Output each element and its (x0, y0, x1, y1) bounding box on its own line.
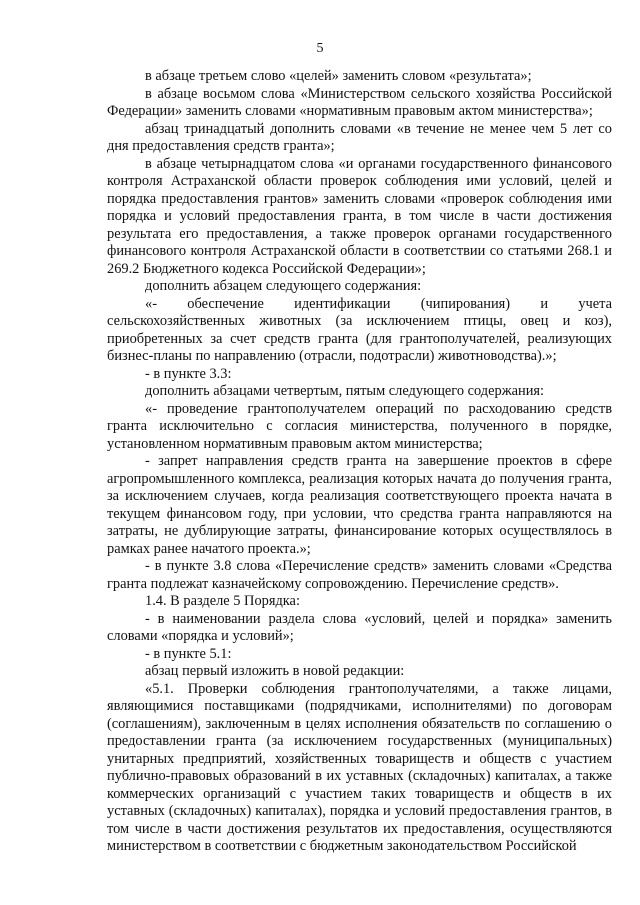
paragraph: «- проведение грантополучателем операций по расходованию средств гранта исключительно с согласия министерства, полученного в порядке, установленном нормативным правовым актом министерства; (107, 400, 612, 452)
paragraph: дополнить абзацами четвертым, пятым следующего содержания: (145, 383, 545, 399)
paragraph: - в наименовании раздела слова «условий, целей и порядка» заменить словами «порядка и условий»; (107, 610, 612, 644)
paragraph: 1.4. В разделе 5 Порядка: (145, 593, 300, 609)
paragraph: абзац первый изложить в новой редакции: (145, 663, 405, 679)
paragraph: «5.1. Проверки соблюдения грантополучателями, а также лицами, являющимися поставщиками (подрядчиками, исполнителями) по договорам (соглашениям), заключенным в целях исполнения обязательств по соглашению о предоставлении гранта (за исключением государственных (муниципальных) унитарных предприятий, хозяйственных товариществ и обществ с участием публично-правовых образований в их уставных (складочных) капиталах, а также коммерческих организаций с участием таких товариществ и обществ в их уставных (складочных) капиталах), порядка и условий предоставления грантов, в том числе в части достижения результатов их предоставления, осуществляются министерством в соответствии с бюджетным законодательством Российской (107, 680, 612, 854)
document-body (107, 68, 612, 856)
paragraph: - в пункте 5.1: (145, 645, 232, 662)
paragraph: дополнить абзацем следующего содержания: (145, 278, 422, 294)
paragraph: в абзаце восьмом слова «Министерством сельского хозяйства Российской Федерации» заменить словами «нормативным правовым актом министерства»; (107, 85, 612, 119)
paragraph: в абзаце четырнадцатом слова «и органами государственного финансового контроля Астраханской области проверок соблюдения ими условий, целей и порядка предоставления грантов» заменить словами «проверок соблюдения ими порядка и условий предоставления гранта, в том числе в части достижения результата его предоставления, а также проверок органами государственного финансового контроля Астраханской области в соответствии со статьями 268.1 и 269.2 Бюджетного кодекса Российской Федерации»; (107, 155, 612, 277)
paragraph: в абзаце третьем слово «целей» заменить словом «результата»; (145, 68, 532, 84)
paragraph: - в пункте 3.3: (145, 365, 232, 382)
page-number: 5 (316, 41, 324, 56)
paragraph: абзац тринадцатый дополнить словами «в течение не менее чем 5 лет со дня предоставления средств гранта»; (107, 120, 612, 154)
paragraph: - в пункте 3.8 слова «Перечисление средств» заменить словами «Средства гранта подлежат казначейскому сопровождению. Перечисление средств». (107, 558, 612, 592)
paragraph: «- обеспечение идентификации (чипирования) и учета сельскохозяйственных животных (за исключением птицы, овец и коз), приобретенных за счет средств гранта (для грантополучателей, реализующих бизнес-планы по направлению (отрасли, подотрасли) животноводства).»; (107, 295, 612, 364)
paragraph: - запрет направления средств гранта на завершение проектов в сфере агропромышленного комплекса, реализация которых начата до получения гранта, за исключением случаев, когда реализация соответствующего проекта начата в текущем финансовом году, при условии, что средства гранта направляются на затраты, не дублирующие затраты, финансирование которых осуществлялось в рамках ранее начатого проекта.»; (107, 453, 612, 557)
